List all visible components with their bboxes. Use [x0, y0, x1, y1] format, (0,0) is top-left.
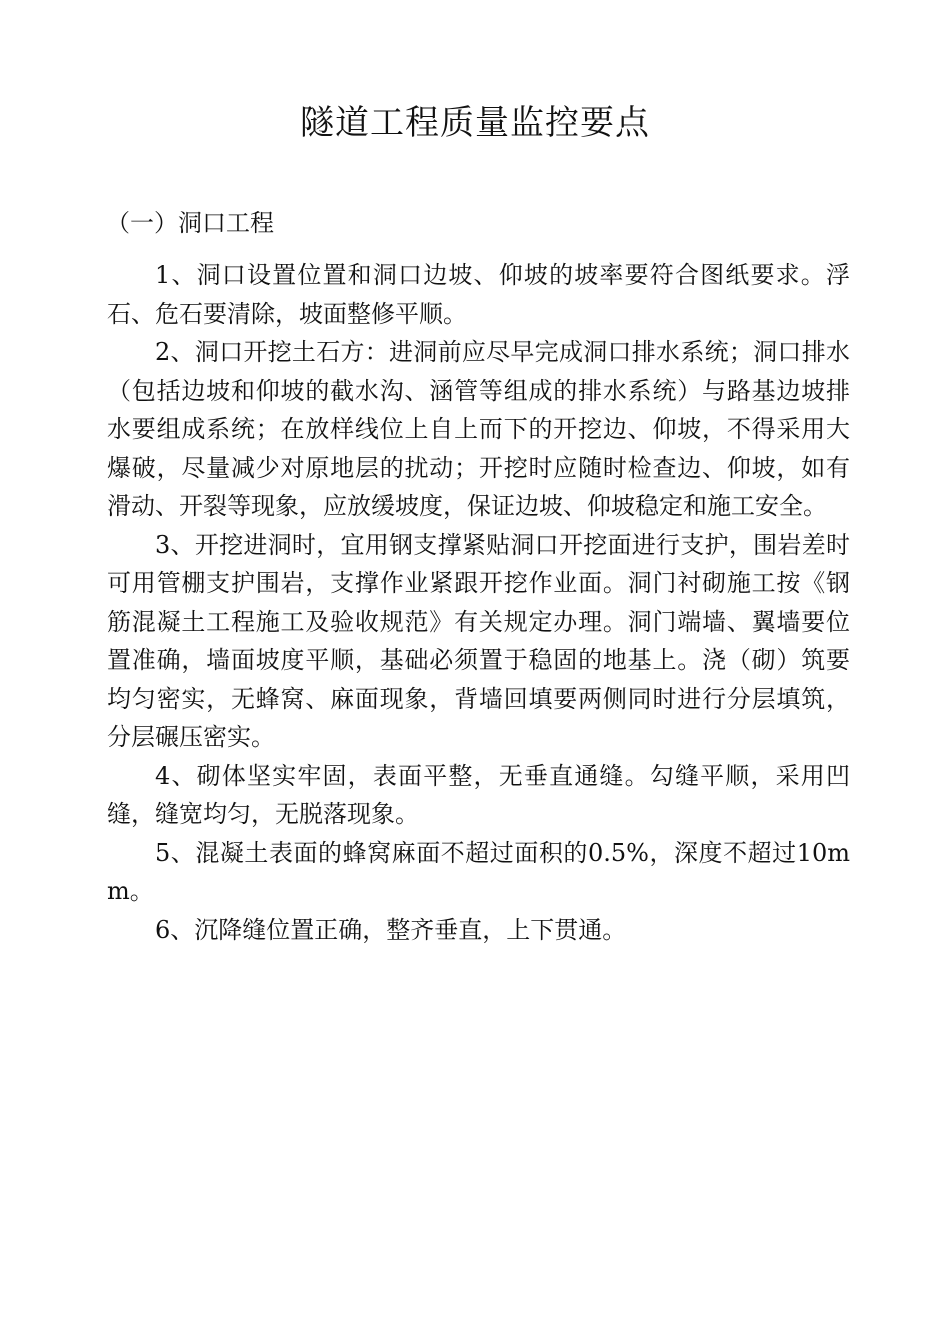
paragraph-1: 1、洞口设置位置和洞口边坡、仰坡的坡率要符合图纸要求。浮石、危石要清除，坡面整修平顺。 — [107, 261, 850, 328]
section-body — [107, 256, 850, 949]
document-title: 隧道工程质量监控要点 — [300, 103, 650, 143]
section-heading: （一）洞口工程 — [106, 209, 274, 237]
paragraph-5: 5、混凝土表面的蜂窝麻面不超过面积的0.5%，深度不超过10mm。 — [107, 838, 850, 905]
paragraph-2: 2、洞口开挖土石方：进洞前应尽早完成洞口排水系统；洞口排水（包括边坡和仰坡的截水沟、涵管等组成的排水系统）与路基边坡排水要组成系统；在放样线位上自上而下的开挖边、仰坡，不得采用大爆破，尽量减少对原地层的扰动；开挖时应随时检查边、仰坡，如有滑动、开裂等现象，应放缓坡度，保证边坡、仰坡稳定和施工安全。 — [107, 338, 850, 520]
paragraph-4: 4、砌体坚实牢固，表面平整，无垂直通缝。勾缝平顺，采用凹缝，缝宽均匀，无脱落现象。 — [107, 761, 850, 828]
paragraph-6: 6、沉降缝位置正确，整齐垂直，上下贯通。 — [155, 915, 627, 944]
paragraph-3: 3、开挖进洞时，宜用钢支撑紧贴洞口开挖面进行支护，围岩差时可用管棚支护围岩，支撑作业紧跟开挖作业面。洞门衬砌施工按《钢筋混凝土工程施工及验收规范》有关规定办理。洞门端墙、翼墙要位置准确，墙面坡度平顺，基础必须置于稳固的地基上。浇（砌）筑要均匀密实，无蜂窝、麻面现象，背墙回填要两侧同时进行分层填筑，分层碾压密实。 — [107, 530, 850, 751]
